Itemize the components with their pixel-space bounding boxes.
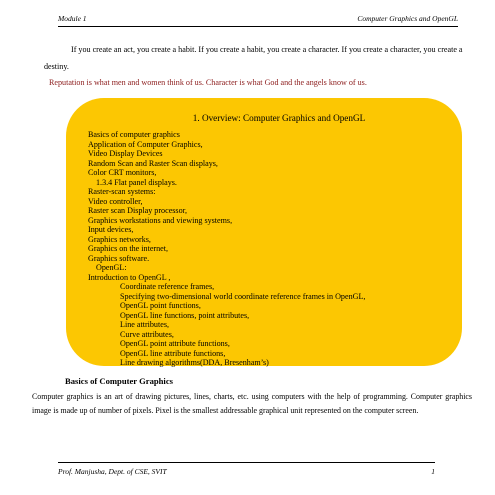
page-footer: [58, 462, 435, 478]
overview-topic-item: Raster-scan systems:: [88, 187, 156, 196]
header-title: Computer Graphics and OpenGL: [357, 14, 458, 23]
overview-topic-item: OpenGL point functions,: [120, 301, 201, 310]
overview-box: [66, 98, 462, 366]
overview-topic-item: Curve attributes,: [120, 329, 174, 339]
footer-author: Prof. Manjusha, Dept. of CSE, SVIT: [58, 467, 167, 476]
overview-topic-list: [88, 130, 365, 368]
overview-topic-item: Application of Computer Graphics,: [88, 139, 203, 149]
footer-page-number: 1: [431, 467, 435, 476]
section-paragraph: Computer graphics is an art of drawing pictures, lines, charts, etc. using computers with the help of programming. Computer graphics image is made up of number of pixels. Pixel is the smallest addressable graphical unit represented on the computer screen.: [32, 392, 472, 415]
overview-topic-item: OpenGL line attribute functions,: [120, 348, 226, 358]
overview-topic-item: OpenGL:: [96, 263, 127, 272]
overview-topic-item: Video Display Devices: [88, 149, 163, 158]
overview-topic-item: Introduction to OpenGL ,: [88, 272, 171, 282]
habit-quote: If you create an act, you create a habit. If you create a habit, you create a character. If you create a character, you create a destiny.: [44, 45, 463, 71]
overview-topic-item: Line drawing algorithms(DDA, Bresenham’s): [120, 358, 269, 367]
overview-topic-item: Graphics networks,: [88, 234, 151, 244]
section-heading: Basics of Computer Graphics: [65, 376, 173, 386]
overview-title: 1. Overview: Computer Graphics and OpenGL: [192, 113, 366, 123]
overview-topic-item: Specifying two-dimensional world coordinate reference frames in OpenGL,: [120, 291, 366, 301]
overview-topic-item: Color CRT monitors,: [88, 168, 157, 177]
overview-topic-item: Coordinate reference frames,: [120, 282, 215, 291]
page-header: [58, 14, 458, 27]
overview-topic-item: Input devices,: [88, 225, 134, 234]
overview-topic-item: 1.3.4 Flat panel displays.: [96, 177, 177, 187]
overview-topic-item: OpenGL line functions, point attributes,: [120, 310, 250, 320]
overview-topic-item: Raster scan Display processor,: [88, 206, 188, 215]
overview-topic-item: Graphics workstations and viewing systems,: [88, 215, 233, 225]
overview-topic-item: Random Scan and Raster Scan displays,: [88, 158, 218, 168]
overview-topic-item: OpenGL point attribute functions,: [120, 339, 230, 348]
reputation-quote: Reputation is what men and women think of us. Character is what God and the angels know of us.: [49, 78, 367, 87]
overview-topic-item: Graphics software.: [88, 253, 150, 263]
overview-topic-item: Graphics on the internet,: [88, 244, 169, 253]
overview-topic-item: Basics of computer graphics: [88, 130, 180, 139]
overview-topic-item: Line attributes,: [120, 320, 169, 329]
overview-topic-item: Video controller,: [88, 196, 143, 206]
header-module: Module 1: [58, 14, 87, 23]
